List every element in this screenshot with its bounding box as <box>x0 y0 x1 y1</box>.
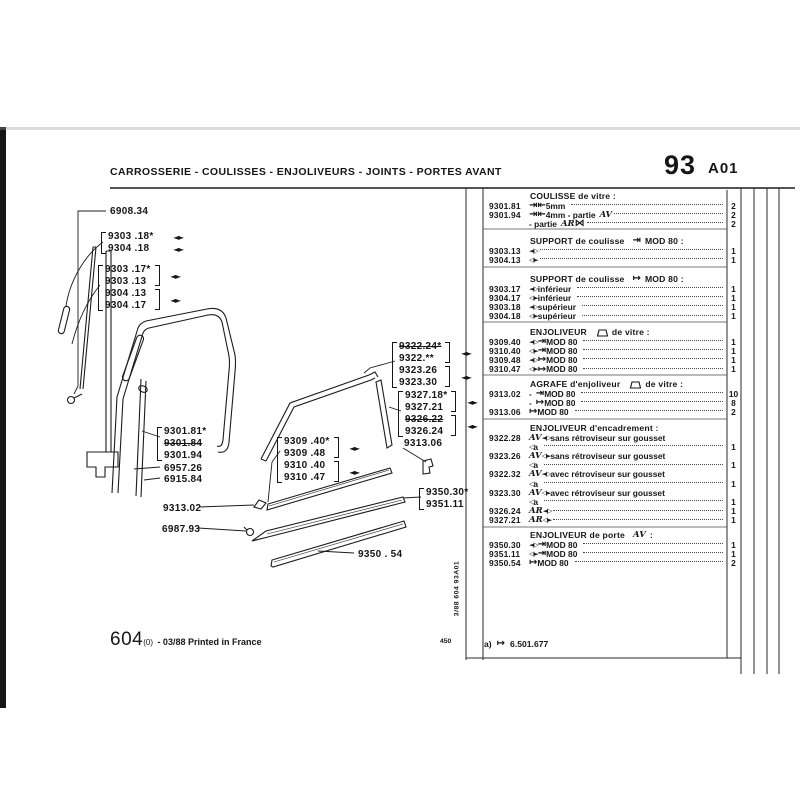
callout-part-number: 9327.21 <box>405 402 444 413</box>
table-row <box>483 433 741 442</box>
callout-part-number: 9301.94 <box>164 450 203 461</box>
callout-part-number: 9310 .40 <box>284 460 326 471</box>
table-section <box>483 191 741 229</box>
part-qty: 2 <box>731 209 736 220</box>
part-qty: 2 <box>731 218 736 229</box>
dotted-leader <box>581 392 723 393</box>
parts-table <box>483 188 741 660</box>
footer <box>110 629 261 651</box>
part-qty: 2 <box>731 557 736 568</box>
callout-group-g12 <box>160 524 202 536</box>
part-ref: 9313.06 <box>489 406 521 417</box>
dotted-leader <box>583 543 723 544</box>
table-row <box>483 488 741 497</box>
callout-part-number: 6957.26 <box>164 463 203 474</box>
part-qty: 1 <box>731 245 736 256</box>
callout-part-number: 9304 .18 <box>108 243 150 254</box>
footer-print-text: - 03/88 Printed in France <box>157 637 262 647</box>
dotted-leader <box>553 510 723 511</box>
part-qty: 1 <box>731 311 736 322</box>
callout-part-number: 9323.30 <box>399 377 438 388</box>
table-row <box>483 407 741 416</box>
bracket-right <box>451 415 456 436</box>
front-icon: AV <box>529 469 542 480</box>
part-qty: 1 <box>731 515 736 526</box>
table-section <box>483 327 741 374</box>
footnote-label: a) <box>484 638 492 649</box>
bracket-left <box>101 232 106 254</box>
cut-icon: ⋈ <box>574 218 585 230</box>
dotted-leader <box>571 204 723 205</box>
section-title <box>483 530 741 540</box>
bracket-right <box>445 342 450 363</box>
callout-part-number: 9326.24 <box>405 426 444 437</box>
triangle-icon: ◁ <box>529 442 534 451</box>
front-icon: AV <box>633 530 646 540</box>
front-icon: AV <box>529 450 542 461</box>
callout-part-number: 9327.18* <box>405 390 448 401</box>
dotted-leader <box>540 249 723 250</box>
part-description: inférieur <box>537 283 572 294</box>
part-ref: 9323.26 <box>489 450 521 461</box>
part-ref: 9303.13 <box>489 245 521 256</box>
part-description: - partie <box>529 218 557 229</box>
part-ref: 9304.17 <box>489 292 521 303</box>
callout-group-g11 <box>161 503 203 515</box>
callout-group-g9 <box>397 341 471 389</box>
rear-icon: AR <box>560 218 575 229</box>
part-description: supérieur <box>537 301 576 312</box>
part-description: a <box>533 478 539 489</box>
callout-part-number: 9303 .17* <box>105 264 151 275</box>
part-description: ENJOLIVEUR d'encadrement : <box>530 423 659 433</box>
bracket-right <box>155 265 160 286</box>
dotted-leader <box>544 500 723 501</box>
callout-part-number: 9326.22 <box>405 414 444 425</box>
footer-catalog-sub: (0) <box>143 638 153 647</box>
double-arrow-icon: ◄► <box>173 245 183 254</box>
bracket-left <box>398 391 403 437</box>
right-side-icon: ◁► <box>529 293 538 302</box>
dotted-leader <box>544 464 723 465</box>
table-row <box>483 255 741 264</box>
right-side-icon: ◁► <box>529 549 538 558</box>
part-description: avec rétroviseur sur gousset <box>550 487 665 498</box>
callout-part-number: 6915.84 <box>164 474 203 485</box>
footnote <box>484 638 548 649</box>
part-description: MOD 80 <box>546 548 578 559</box>
callout-part-number: 9322.24* <box>399 341 442 352</box>
table-row <box>483 516 741 525</box>
part-qty: 1 <box>731 292 736 303</box>
table-row <box>483 451 741 460</box>
until-date-icon: ⇥ <box>537 345 547 357</box>
callout-part-number: 9313.02 <box>163 503 202 514</box>
table-row <box>483 219 741 228</box>
dotted-leader <box>583 349 723 350</box>
part-qty: 1 <box>731 539 736 550</box>
bracket-left <box>157 427 162 461</box>
dotted-leader <box>583 340 723 341</box>
width-measure-icon: ⇥⇤ <box>529 200 546 212</box>
part-description: ENJOLIVEUR de porte <box>530 530 626 540</box>
part-description: sans rétroviseur sur gousset <box>550 432 666 443</box>
part-qty: 2 <box>731 406 736 417</box>
part-ref: 9301.94 <box>489 209 521 220</box>
bracket-right <box>155 289 160 310</box>
rear-icon: AR <box>529 506 543 517</box>
part-description: MOD 80 : <box>644 236 684 246</box>
dotted-leader <box>577 287 723 288</box>
callout-part-number: 9303 .13 <box>105 276 147 287</box>
window-icon <box>628 381 641 389</box>
dotted-leader <box>583 368 723 369</box>
part-description: MOD 80 <box>546 336 578 347</box>
part-description: MOD 80 <box>546 539 578 550</box>
section-title <box>483 274 741 284</box>
section-title <box>483 423 741 433</box>
callout-group-g1 <box>108 206 150 218</box>
right-side-icon: ◁► <box>529 365 538 374</box>
part-ref: 9350.54 <box>489 557 521 568</box>
part-qty: 1 <box>731 301 736 312</box>
until-date-icon: ⇥ <box>537 548 547 560</box>
part-description: MOD 80 <box>537 557 569 568</box>
part-ref: 9350.30 <box>489 539 521 550</box>
part-ref: 9323.30 <box>489 487 521 498</box>
callout-group-g2 <box>106 231 183 255</box>
left-side-icon: ◄▷ <box>529 302 538 311</box>
part-description: MOD 80 <box>546 364 578 375</box>
part-ref: 9303.17 <box>489 283 521 294</box>
part-description: MOD 80 <box>546 345 578 356</box>
part-ref: 9303.18 <box>489 301 521 312</box>
callout-part-number: 9303 .18* <box>108 231 154 242</box>
part-description: inférieur <box>537 292 572 303</box>
part-ref: 9309.40 <box>489 336 521 347</box>
table-row <box>483 312 741 321</box>
part-ref: 9351.11 <box>489 548 521 559</box>
part-qty: 1 <box>731 364 736 375</box>
from-date-icon: ↦ <box>537 363 547 375</box>
table-section <box>483 379 741 417</box>
dotted-leader <box>540 258 723 259</box>
left-side-icon: ◄▷ <box>529 540 538 549</box>
part-description: a <box>533 496 539 507</box>
part-qty: 1 <box>731 345 736 356</box>
bracket-right <box>445 366 450 387</box>
part-description: : <box>650 530 654 540</box>
part-qty: 1 <box>731 496 736 507</box>
right-side-icon: ◁► <box>542 516 552 525</box>
callout-part-number: 9310 .47 <box>284 472 326 483</box>
part-ref: 9310.40 <box>489 345 521 356</box>
dotted-leader <box>583 358 723 359</box>
part-ref: 9326.24 <box>489 506 521 517</box>
from-date-icon: ↦ <box>632 273 641 284</box>
callout-part-number: 9351.11 <box>426 499 464 510</box>
callout-part-number: 9323.26 <box>399 365 438 376</box>
left-side-icon: ◄▷ <box>529 246 538 255</box>
double-arrow-icon: ◄► <box>461 373 471 382</box>
left-side-icon: ◄▷ <box>529 355 538 364</box>
footer-catalog-ref: 604 <box>110 629 144 650</box>
part-ref: 9313.02 <box>489 388 521 399</box>
part-qty: 1 <box>731 336 736 347</box>
table-row <box>483 558 741 567</box>
part-ref: 9322.32 <box>489 469 521 480</box>
section-title <box>483 236 741 246</box>
left-side-icon: ◄▷ <box>541 470 551 479</box>
dotted-leader <box>553 519 723 520</box>
callout-group-g8 <box>402 438 444 450</box>
part-ref: 9301.81 <box>489 200 521 211</box>
page-title: CARROSSERIE - COULISSES - ENJOLIVEURS - JOINTS - PORTES AVANT <box>110 166 502 178</box>
right-side-icon: ◁► <box>529 312 538 321</box>
dotted-leader <box>575 410 723 411</box>
left-side-icon: ◄▷ <box>542 507 552 516</box>
front-icon: AV <box>529 432 542 443</box>
callout-group-g3 <box>103 264 180 312</box>
right-side-icon: ◁► <box>529 346 538 355</box>
table-section <box>483 236 741 264</box>
double-arrow-icon: ◄► <box>349 468 359 477</box>
double-arrow-icon: ◄► <box>349 444 359 453</box>
triangle-icon: ◁ <box>529 461 534 470</box>
part-qty: 1 <box>731 460 736 471</box>
callout-part-number: 6908.34 <box>110 206 149 217</box>
callout-part-number: 9309 .40* <box>284 436 330 447</box>
double-arrow-icon: ◄► <box>173 233 183 242</box>
bracket-left <box>419 488 424 510</box>
side-number: 450 <box>440 638 452 645</box>
callout-part-number: 6987.93 <box>162 524 201 535</box>
page-number: 93 <box>664 150 697 180</box>
callout-part-number: 9304 .13 <box>105 288 147 299</box>
footnote-value: 6.501.677 <box>510 638 549 649</box>
until-date-icon: ⇥ <box>535 388 545 400</box>
double-arrow-icon: ◄► <box>461 349 471 358</box>
dotted-leader <box>581 401 723 402</box>
dotted-leader <box>544 445 723 446</box>
until-date-icon: ⇥ <box>632 235 641 246</box>
part-description: 5mm <box>545 200 566 211</box>
from-date-icon: ↦ <box>537 354 547 366</box>
dotted-leader <box>577 296 723 297</box>
part-description: sans rétroviseur sur gousset <box>550 450 666 461</box>
part-qty: 8 <box>731 397 736 408</box>
table-section <box>483 274 741 321</box>
part-ref: 9327.21 <box>489 515 521 526</box>
part-description: - <box>529 388 532 399</box>
part-qty: 1 <box>731 283 736 294</box>
part-description: supérieur <box>537 311 576 322</box>
bracket-left <box>392 342 397 388</box>
dotted-leader <box>582 305 723 306</box>
part-description: de vitre : <box>611 327 650 337</box>
part-description: a <box>533 460 539 471</box>
part-description: a <box>533 441 539 452</box>
part-description: de vitre : <box>645 379 684 389</box>
dotted-leader <box>587 222 723 223</box>
front-icon: AV <box>599 209 613 220</box>
right-side-icon: ◁► <box>529 255 538 264</box>
callout-part-number: 9304 .17 <box>105 300 147 311</box>
part-description: MOD 80 <box>537 406 569 417</box>
front-icon: AV <box>529 487 542 498</box>
callout-group-g13 <box>424 487 470 511</box>
table-row <box>483 365 741 374</box>
part-ref: 9309.48 <box>489 354 521 365</box>
part-description: MOD 80 <box>544 397 576 408</box>
callout-group-g14 <box>356 549 404 561</box>
from-date-icon: ↦ <box>529 406 538 418</box>
double-arrow-icon: ◄► <box>170 296 180 305</box>
bracket-right <box>451 391 456 412</box>
part-qty: 1 <box>731 441 736 452</box>
callout-part-number: 9301.84 <box>164 438 203 449</box>
callout-group-g4 <box>162 426 208 462</box>
callout-leaders <box>66 211 426 553</box>
rear-icon: AR <box>529 515 543 526</box>
dotted-leader <box>582 315 723 316</box>
part-qty: 1 <box>731 354 736 365</box>
double-arrow-icon: ◄► <box>467 398 477 407</box>
callout-group-g7 <box>282 436 359 484</box>
callout-group-g6 <box>162 474 204 486</box>
callout-part-number: 9301.81* <box>164 426 207 437</box>
part-ref: 9310.47 <box>489 364 521 375</box>
part-description: SUPPORT de coulisse <box>530 274 625 284</box>
left-side-icon: ◄▷ <box>529 337 538 346</box>
dotted-leader <box>583 552 723 553</box>
table-row <box>483 470 741 479</box>
table-row <box>483 210 741 219</box>
bracket-left <box>98 265 103 311</box>
callout-part-number: 9313.06 <box>404 438 443 449</box>
part-qty: 1 <box>731 254 736 265</box>
part-description: avec rétroviseur sur gousset <box>550 469 665 480</box>
dotted-leader <box>575 561 723 562</box>
part-description: MOD 80 <box>544 388 576 399</box>
part-ref: 9304.18 <box>489 311 521 322</box>
side-vertical-code: 3/88 604 93A01 <box>453 560 461 617</box>
until-date-icon: ⇥ <box>537 539 547 551</box>
triangle-icon: ◁ <box>529 497 534 506</box>
right-side-icon: ◁► <box>541 488 551 497</box>
callout-part-number: 9322.** <box>399 353 434 364</box>
double-arrow-icon: ◄► <box>467 422 477 431</box>
table-section <box>483 423 741 525</box>
dotted-leader <box>614 213 723 214</box>
from-date-icon: ↦ <box>529 557 538 569</box>
part-description: MOD 80 : <box>644 274 684 284</box>
part-description: MOD 80 <box>546 354 578 365</box>
part-ref: 9322.28 <box>489 432 521 443</box>
until-date-icon: ⇥ <box>537 336 547 348</box>
double-arrow-icon: ◄► <box>170 272 180 281</box>
window-icon <box>595 329 608 337</box>
callout-part-number: 9309 .48 <box>284 448 326 459</box>
triangle-icon: ◁ <box>529 479 534 488</box>
bracket-right <box>334 437 339 458</box>
part-ref: 9304.13 <box>489 254 521 265</box>
part-qty: 2 <box>731 200 736 211</box>
page-code: A01 <box>708 160 739 177</box>
section-title <box>483 327 741 337</box>
table-row <box>483 389 741 398</box>
part-description: ENJOLIVEUR <box>530 327 587 337</box>
from-date-icon: ↦ <box>496 638 506 649</box>
callout-part-number: 9350 . 54 <box>358 549 403 560</box>
table-section <box>483 530 741 568</box>
part-description: - <box>529 397 532 408</box>
section-title <box>483 191 741 201</box>
left-side-icon: ◄▷ <box>541 433 551 442</box>
part-description: COULISSE de vitre : <box>530 191 616 201</box>
part-description: 4mm - partie <box>545 209 596 220</box>
part-qty: 1 <box>731 506 736 517</box>
part-qty: 1 <box>731 478 736 489</box>
callout-part-number: 9350.30* <box>426 487 469 498</box>
section-title <box>483 379 741 389</box>
dotted-leader <box>544 482 723 483</box>
bracket-right <box>334 461 339 482</box>
from-date-icon: ↦ <box>535 397 545 409</box>
right-side-icon: ◁► <box>541 451 551 460</box>
part-qty: 1 <box>731 548 736 559</box>
part-qty: 10 <box>728 388 739 399</box>
left-side-icon: ◄▷ <box>529 284 538 293</box>
part-description: SUPPORT de coulisse <box>530 236 625 246</box>
bracket-left <box>277 437 282 483</box>
callout-group-g10 <box>403 390 477 438</box>
width-measure-icon: ⇥⇤ <box>529 209 546 221</box>
part-description: AGRAFE d'enjoliveur <box>530 379 621 389</box>
